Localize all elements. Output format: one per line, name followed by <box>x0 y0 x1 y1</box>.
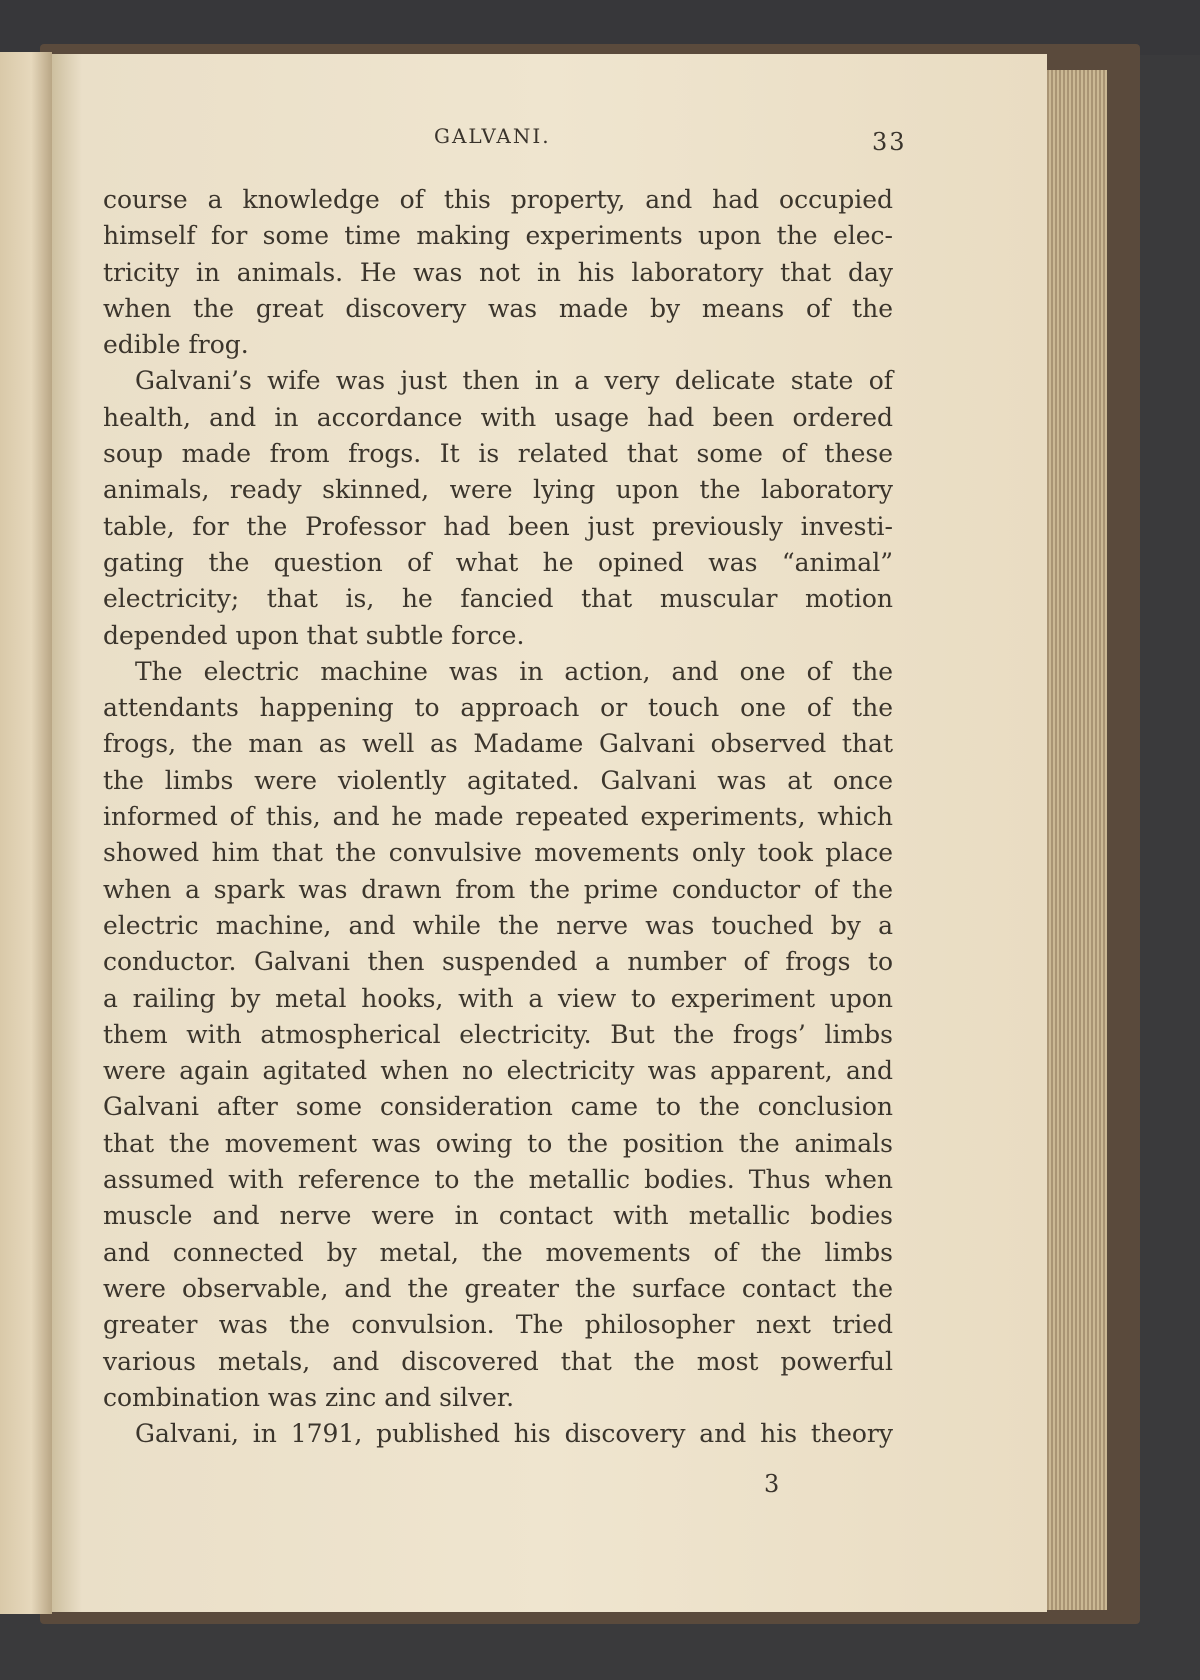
text-line: tricity in animals. He was not in his laboratory that day <box>103 257 893 287</box>
text-line: Galvani after some consideration came to the conclusion <box>103 1092 893 1122</box>
text-line: attendants happening to approach or touch one of the <box>103 693 893 723</box>
text-line: informed of this, and he made repeated experiments, which <box>103 802 893 832</box>
text-line: himself for some time making experiments upon the elec- <box>103 221 893 251</box>
text-line: and connected by metal, the movements of the limbs <box>103 1237 893 1267</box>
text-line: when a spark was drawn from the prime conductor of the <box>103 874 893 904</box>
page-edges <box>1045 70 1107 1610</box>
signature-mark: 3 <box>764 1470 780 1498</box>
text-line: them with atmospherical electricity. But the frogs’ limbs <box>103 1019 893 1049</box>
text-line: table, for the Professor had been just previously investi- <box>103 511 893 541</box>
left-page-edge <box>0 52 52 1614</box>
text-line: greater was the convulsion. The philosopher next tried <box>103 1310 893 1340</box>
text-line: health, and in accordance with usage had been ordered <box>103 402 893 432</box>
text-line: The electric machine was in action, and one of the <box>135 656 893 686</box>
text-line: frogs, the man as well as Madame Galvani observed that <box>103 729 893 759</box>
text-line: Galvani, in 1791, published his discovery and his theory <box>135 1419 893 1449</box>
text-line: depended upon that subtle force. <box>103 620 525 650</box>
text-line: showed him that the convulsive movements only took place <box>103 838 893 868</box>
text-line: edible frog. <box>103 330 249 360</box>
text-line: gating the question of what he opined was “animal” <box>103 547 893 577</box>
text-line: assumed with reference to the metallic bodies. Thus when <box>103 1165 893 1195</box>
text-line: the limbs were violently agitated. Galvani was at once <box>103 765 893 795</box>
text-line: Galvani’s wife was just then in a very delicate state of <box>135 366 893 396</box>
text-line: when the great discovery was made by means of the <box>103 293 893 323</box>
text-line: were again agitated when no electricity was apparent, and <box>103 1056 893 1086</box>
text-line: a railing by metal hooks, with a view to experiment upon <box>103 983 893 1013</box>
text-line: electric machine, and while the nerve was touched by a <box>103 910 893 940</box>
page-number: 33 <box>872 128 907 156</box>
text-line: animals, ready skinned, were lying upon the laboratory <box>103 475 893 505</box>
text-line: muscle and nerve were in contact with metallic bodies <box>103 1201 893 1231</box>
text-line: conductor. Galvani then suspended a number of frogs to <box>103 947 893 977</box>
text-line: soup made from frogs. It is related that some of these <box>103 439 893 469</box>
text-line: electricity; that is, he fancied that muscular motion <box>103 584 893 614</box>
text-line: course a knowledge of this property, and had occupied <box>103 185 893 214</box>
running-head: GALVANI. <box>434 124 551 148</box>
body-text <box>103 182 893 1452</box>
text-line: various metals, and discovered that the most powerful <box>103 1346 893 1376</box>
text-line: combination was zinc and silver. <box>103 1382 515 1412</box>
text-line: that the movement was owing to the position the animals <box>103 1128 893 1158</box>
text-line: were observable, and the greater the surface contact the <box>103 1273 893 1303</box>
